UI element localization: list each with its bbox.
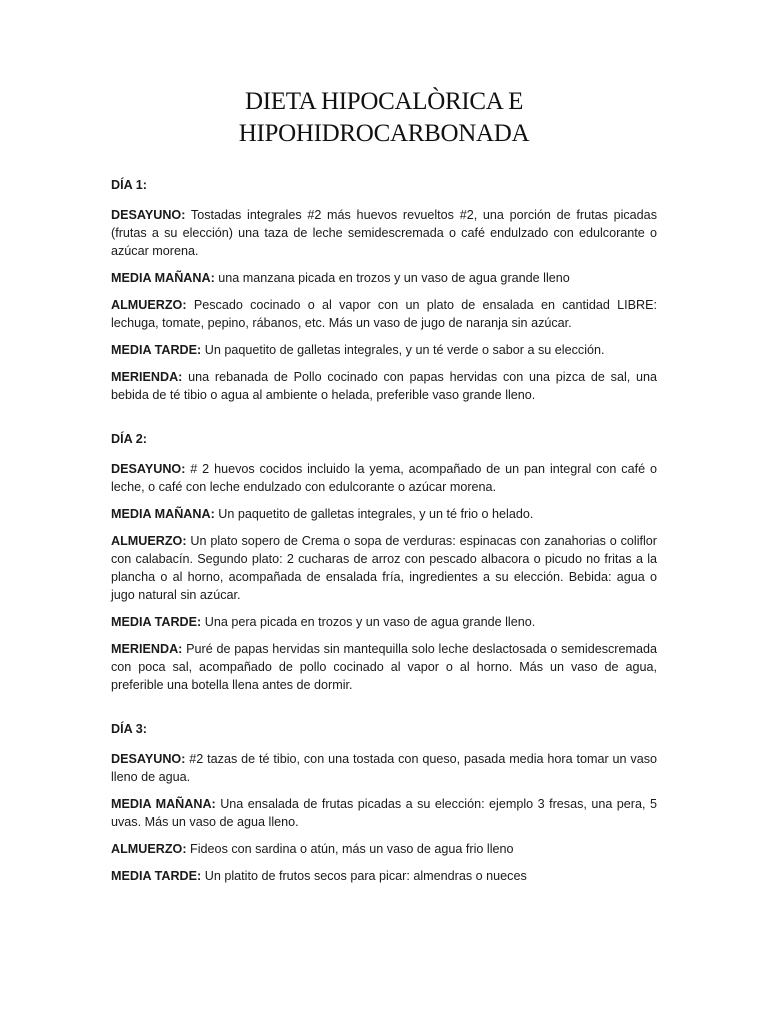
meal-text: Tostadas integrales #2 más huevos revueltos #2, una porción de frutas picadas (frutas a su elección) una taza de leche semidescremada o café endulzado con edulcorante o azúcar morena.	[111, 208, 657, 258]
meal-label: MEDIA MAÑANA:	[111, 507, 215, 521]
title-line-2: HIPOHIDROCARBONADA	[238, 120, 530, 147]
meal-text: Puré de papas hervidas sin mantequilla solo leche deslactosada o semidescremada con poca sal, acompañado de pollo cocinado al vapor o al horno. Más un vaso de agua, preferible una botella llena antes de dormir.	[111, 642, 657, 692]
meal-entry	[111, 613, 657, 631]
meal-text: Pescado cocinado o al vapor con un plato de ensalada en cantidad LIBRE: lechuga, tomate, pepino, rábanos, etc. Más un vaso de jugo de naranja sin azúcar.	[111, 298, 657, 330]
meal-label: MEDIA TARDE:	[111, 615, 202, 629]
meal-label: MEDIA TARDE:	[111, 869, 202, 883]
meal-entry	[111, 296, 657, 332]
meal-text: Un plato sopero de Crema o sopa de verduras: espinacas con zanahorias o coliflor con calabacín. Segundo plato: 2 cucharas de arroz con pescado albacora o picudo no fritas a la plancha o al horno, acompañada de ensalada fría, ingredientes a su elección. Bebida: agua o jugo natural sin azúcar.	[111, 534, 657, 602]
meal-entry	[111, 795, 657, 831]
meal-text: Un platito de frutos secos para picar: almendras o nueces	[201, 869, 527, 883]
meal-text: Un paquetito de galletas integrales, y un té verde o sabor a su elección.	[201, 343, 605, 357]
meal-entry	[111, 269, 657, 287]
meal-text: #2 tazas de té tibio, con una tostada con queso, pasada media hora tomar un vaso lleno de agua.	[111, 752, 657, 784]
meal-entry	[111, 840, 657, 858]
document-body	[111, 176, 657, 911]
meal-entry	[111, 750, 657, 786]
day-heading: DÍA 1:	[111, 178, 147, 192]
day-2-section	[111, 430, 657, 694]
meal-entry	[111, 341, 657, 359]
meal-label: DESAYUNO:	[111, 208, 186, 222]
document-title	[100, 86, 668, 150]
meal-label: MEDIA TARDE:	[111, 343, 202, 357]
meal-entry	[111, 460, 657, 496]
meal-text: Un paquetito de galletas integrales, y un té frio o helado.	[214, 507, 534, 521]
day-1-section	[111, 176, 657, 404]
day-heading: DÍA 3:	[111, 722, 147, 736]
day-3-section	[111, 720, 657, 885]
meal-label: ALMUERZO:	[111, 534, 187, 548]
meal-text: Una pera picada en trozos y un vaso de agua grande lleno.	[201, 615, 536, 629]
meal-label: ALMUERZO:	[111, 842, 187, 856]
meal-entry	[111, 368, 657, 404]
meal-text: Fideos con sardina o atún, más un vaso de agua frio lleno	[186, 842, 514, 856]
meal-entry	[111, 532, 657, 604]
meal-text: una manzana picada en trozos y un vaso de agua grande lleno	[214, 271, 570, 285]
meal-entry	[111, 206, 657, 260]
meal-label: MERIENDA:	[111, 642, 183, 656]
meal-text: una rebanada de Pollo cocinado con papas hervidas con una pizca de sal, una bebida de té tibio o agua al ambiente o helada, preferible vaso grande lleno.	[111, 370, 657, 402]
meal-label: MERIENDA:	[111, 370, 183, 384]
day-heading: DÍA 2:	[111, 432, 147, 446]
meal-label: MEDIA MAÑANA:	[111, 797, 216, 811]
meal-entry	[111, 640, 657, 694]
meal-label: MEDIA MAÑANA:	[111, 271, 215, 285]
meal-text: # 2 huevos cocidos incluido la yema, acompañado de un pan integral con café o leche, o café con leche endulzado con edulcorante o azúcar morena.	[111, 462, 657, 494]
meal-text: Una ensalada de frutas picadas a su elección: ejemplo 3 fresas, una pera, 5 uvas. Más un vaso de agua lleno.	[111, 797, 657, 829]
title-line-1: DIETA HIPOCALÒRICA E	[244, 88, 524, 115]
meal-label: DESAYUNO:	[111, 462, 186, 476]
meal-entry	[111, 505, 657, 523]
meal-entry	[111, 867, 657, 885]
meal-label: ALMUERZO:	[111, 298, 187, 312]
meal-label: DESAYUNO:	[111, 752, 186, 766]
